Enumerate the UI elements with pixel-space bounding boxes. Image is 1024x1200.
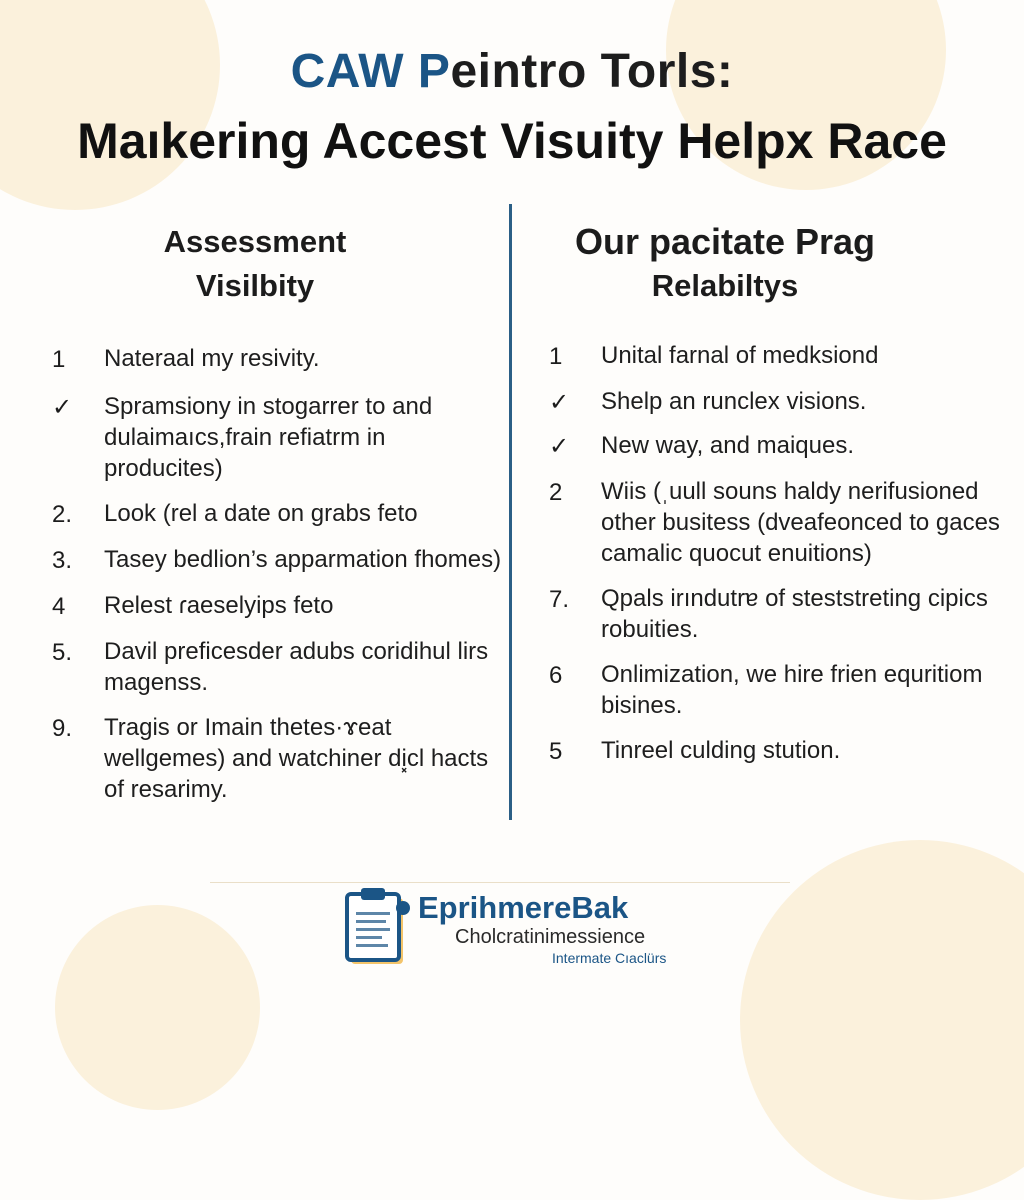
list-item [545, 430, 1015, 464]
column-divider [509, 204, 512, 820]
clipboard-icon [345, 886, 415, 970]
list-item [545, 735, 1015, 769]
list-item-text: Tinreel culding stution. [601, 737, 841, 764]
list-item-text: Wiis (ˌuull souns haldy nerifusioned other busitess (dveafeonced to gaces camalic quocut enuitions) [601, 478, 1000, 567]
list-item-text: Tragis or Imain thetes·ɤeat wellgemes) and watchiner di͓cl hacts of resarimy. [104, 714, 489, 803]
right-heading-line1: Our pacitate Prag [574, 221, 876, 262]
list-item-text: New way, and maiques. [601, 432, 855, 459]
list-marker: 6 [549, 662, 563, 689]
list-item-text: Tasey bedlion’s apparmation fhomes) [104, 546, 502, 573]
right-column-heading [540, 220, 910, 308]
list-item-text: Davil preficesder adubs coridihul lirs magenss. [104, 638, 489, 696]
list-item-text: Nateraal my resivity. [104, 345, 320, 372]
check-icon: ✓ [549, 433, 570, 460]
list-marker: 5. [52, 639, 73, 666]
list-marker: 1 [52, 346, 66, 373]
title-rest-text: eintro Torls: [450, 45, 734, 98]
list-item [545, 583, 1015, 645]
check-icon: ✓ [52, 394, 73, 421]
list-item [545, 386, 1015, 420]
brand-name: EprihmereBak [418, 890, 629, 925]
list-item [48, 636, 503, 698]
brand-subtitle: Cholcratinimessience [455, 926, 646, 948]
list-marker: 2. [52, 501, 73, 528]
list-marker: 5 [549, 738, 563, 765]
list-item [545, 340, 1015, 374]
list-item [48, 712, 503, 805]
list-marker: 9. [52, 715, 73, 742]
list-item-text: Unital farnal of medksiond [601, 342, 879, 369]
list-marker: 3. [52, 547, 73, 574]
list-marker: 7. [549, 586, 570, 613]
list-item [545, 659, 1015, 721]
list-item-text: Spramsiony in stogarrer to and dulaimaıcs,frain refiatrm in producites) [104, 393, 433, 482]
list-item-text: Look (rel a date on grabs feto [104, 500, 418, 527]
list-item [545, 476, 1015, 569]
brand-tagline: Intermate Cıaclürs [552, 950, 667, 966]
list-item [48, 590, 503, 624]
list-marker: 1 [549, 343, 563, 370]
list-marker: 4 [52, 593, 66, 620]
left-heading-line2: Visilbity [195, 268, 315, 303]
left-heading-line1: Assessment [163, 224, 347, 259]
list-item [48, 343, 503, 377]
list-item-text: Qpals irındutrɐ of steststreting cipics robuities. [601, 585, 988, 643]
page-title-line2: Maıkering Accest Visuity Helpx Race [77, 113, 947, 169]
title-accent-text: CAW P [290, 45, 451, 98]
list-item [48, 544, 503, 578]
list-item [48, 391, 503, 484]
decor-circle-top-left [0, 0, 220, 210]
check-icon: ✓ [549, 389, 570, 416]
list-marker: 2 [549, 479, 563, 506]
list-item-text: Relest ɾaeselyips feto [104, 592, 334, 619]
list-item [48, 498, 503, 532]
footer-divider [210, 882, 790, 883]
left-column-heading [110, 220, 400, 308]
list-item-text: Onlimization, we hire frien equritiom bisines. [601, 661, 983, 719]
right-heading-line2: Relabiltys [651, 268, 799, 303]
decor-circle-bottom-right [740, 840, 1024, 1200]
right-list [545, 340, 1015, 769]
page-title-line1 [0, 44, 1024, 99]
left-list [48, 343, 503, 805]
list-item-text: Shelp an runclex visions. [601, 388, 867, 415]
decor-circle-bottom-left [55, 905, 260, 1110]
